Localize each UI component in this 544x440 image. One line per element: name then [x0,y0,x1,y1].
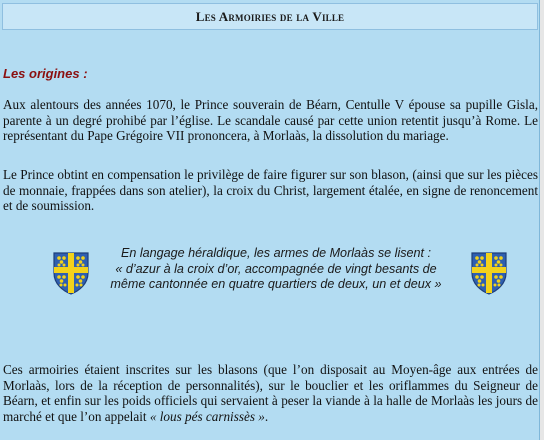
paragraph-privilege: Le Prince obtint en compensation le privilège de faire figurer sur son blason, (ainsi que sur les pièces de monnaie, frappées dans son atelier), la croix du Christ, largement étalée, en signe de renoncement et de soumission. [3,167,538,213]
coat-of-arms-icon [51,251,91,295]
section-heading: Les origines : [3,66,88,81]
paragraph-usage-quote: « lous pés carnissès » [149,408,265,424]
scrollbar-edge[interactable] [540,0,544,440]
blazon-text: « d’azur à la croix d’or, accompagnée de vingt besants de même cantonnée en quatre quartiers de deux, un et deux » [110,261,442,291]
paragraph-usage-end: . [264,408,269,424]
paragraph-origins: Aux alentours des années 1070, le Prince souverain de Béarn, Centulle V épouse sa pupille Gisla, parente à un degré prohibé par l’église. Le scandale causé par cette union retentit jusqu’à Rome. Le représentant du Pape Grégoire VII prononcera, à Morlaàs, la dissolution du mariage. [3,97,538,143]
blazon-description [100,246,452,293]
paragraph-usage-text: Ces armoiries étaient inscrites sur les blasons (que l’on disposait au Moyen-âge aux entrées de Morlaàs, lors de la réception de personnalités), sur le bouclier et les oriflammes du Seigneur de Béarn, et enfin sur les poids officiels qui servaient à peser la viande à la halle de Morlaàs les jours de marché et que l’on appelait [3,362,538,424]
coat-of-arms-icon [469,251,509,295]
blazon-intro: En langage héraldique, les armes de Morlaàs se lisent : [120,246,432,260]
title-bar [2,3,538,30]
page-title: Les Armoiries de la Ville [195,9,345,24]
paragraph-usage [3,362,538,424]
